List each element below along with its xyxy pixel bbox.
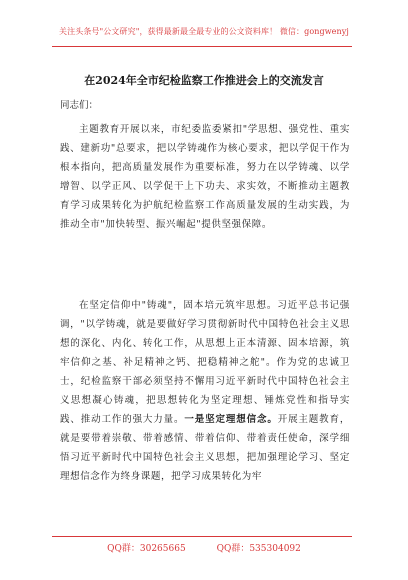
footer-qq-group-1: QQ群：30265665 xyxy=(107,544,186,554)
footer-qq-group-2: QQ群：535304092 xyxy=(216,544,301,554)
paragraph-2-body: 开展主题教育，就是要带着崇敬、带着感情、带着信仰、带着责任使命，深学细悟习近平新时代中国特色社会主义思想，把加强理论学习、坚定理想信念作为终身课题，把学习成果转化为牢 xyxy=(60,414,351,482)
salutation: 同志们： xyxy=(60,100,99,111)
paragraph-1: 主题教育开展以来，市纪委监委紧扣"学思想、强党性、重实践、建新功"总要求，把以学铸魂作为核心要求，把以学促干作为根本指向，把高质量发展作为重要标准，努力在以学铸魂、以学增智、以学正风、以学促干上下功夫、求实效，不断推动主题教育学习成果转化为护航纪检监察工作高质量发展的生动实践，为推动全市"加快转型、振兴崛起"提供坚强保障。 xyxy=(60,124,350,230)
footer-divider xyxy=(52,536,352,537)
footer-contact xyxy=(0,541,408,554)
paragraph-2-intro: 在坚定信仰中"铸魂"，固本培元筑牢思想。习近平总书记强调，"以学铸魂，就是要做好学习贯彻新时代中国特色社会主义思想的深化、内化、转化工作，从思想上正本清源、固本培源，筑牢信仰之基、补足精神之钙、把稳精神之舵"。作为党的忠诚卫士，纪检监察干部必须坚持不懈用习近平新时代中国特色社会主义思想凝心铸魂，把思想转化为坚定理想、锤炼党性和指导实践、推动工作的强大力量。 xyxy=(60,300,350,425)
paragraph-2 xyxy=(60,296,350,486)
header-note: 关注头条号"公文研究"，获得最新最全最专业的公文资料库！ 微信：gongwenyj xyxy=(59,27,349,36)
document-title: 在2024年全市纪检监察工作推进会上的交流发言 xyxy=(84,74,324,87)
paragraph-2-bold-heading: 一是坚定理想信念。 xyxy=(184,414,278,425)
header-divider xyxy=(52,46,352,47)
